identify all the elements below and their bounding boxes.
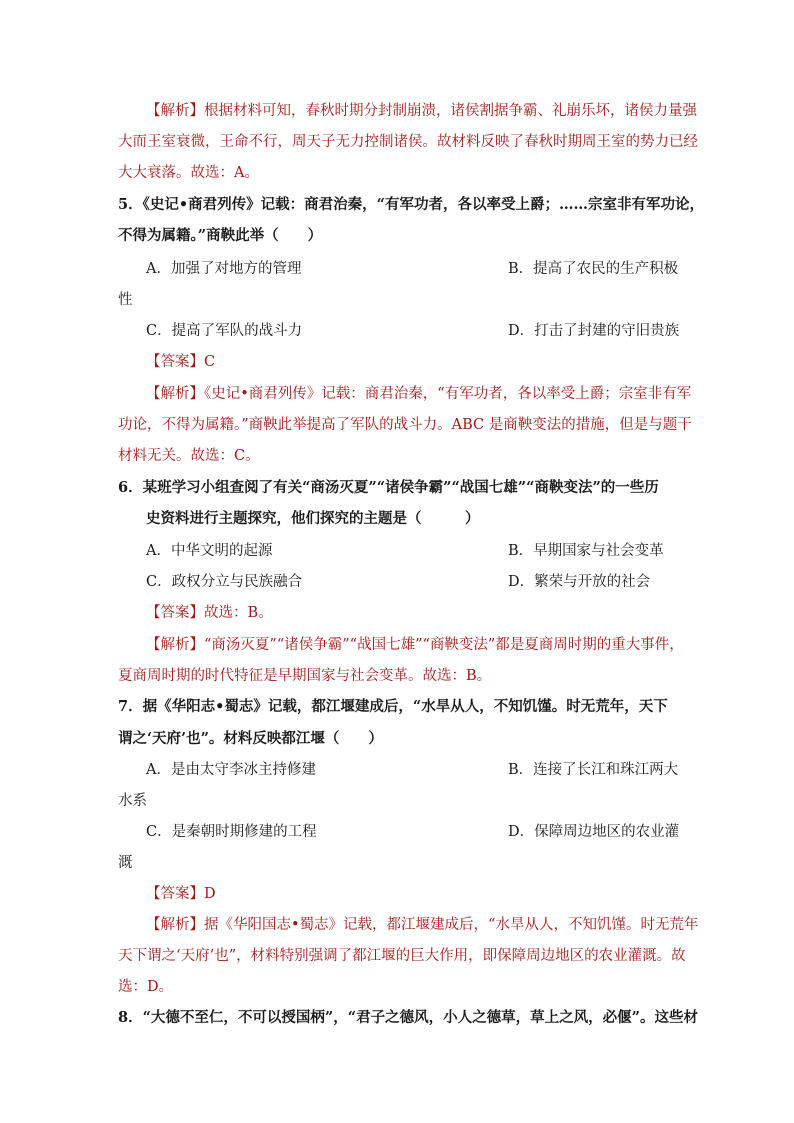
- q5-analysis-line-2: 功论，不得为属籍。”商鞅此举提高了军队的战斗力。ABC 是商鞅变法的措施，但是与题干: [118, 417, 692, 433]
- q7-option-a: A．是由太守李冰主持修建: [146, 762, 316, 778]
- q5-answer: 【答案】C: [146, 354, 216, 370]
- q5-option-b: B．提高了农民的生产积极: [508, 261, 679, 277]
- q6-option-b: B．早期国家与社会变革: [508, 543, 664, 559]
- q7-option-d-cont: 溉: [118, 855, 133, 871]
- q4-analysis-tag: 【解析】: [146, 103, 204, 119]
- q6-option-a: A．中华文明的起源: [146, 543, 273, 559]
- q6-answer: 【答案】故选：B。: [146, 605, 273, 621]
- q7-analysis-line-1: 【解析】据《华阳国志•蜀志》记载，都江堰建成后，“水旱从人，不知饥馑。时无荒年: [146, 917, 699, 933]
- q4-analysis-line-1: 【解析】根据材料可知，春秋时期分封制崩溃，诸侯割据争霸、礼崩乐坏，诸侯力量强: [146, 103, 697, 119]
- q8-stem-line-1: 8．“大德不至仁，不可以授国柄”，“君子之德风，小人之德草，草上之风，必偃”。这些材: [118, 1009, 698, 1026]
- q6-option-d: D．繁荣与开放的社会: [508, 574, 651, 590]
- q4-analysis-line-3: 大大衰落。故选：A。: [118, 165, 259, 181]
- q7-analysis-line-2: 天下谓之‘天府’也”，材料特别强调了都江堰的巨大作用，即保障周边地区的农业灌溉。故: [118, 948, 686, 964]
- q5-stem-line-1: 5．《史记•商君列传》记载：商君治秦，“有军功者，各以率受上爵；……宗室非有军功论，: [118, 196, 704, 213]
- q7-option-c: C．是秦朝时期修建的工程: [146, 824, 317, 840]
- q7-stem-line-2: 谓之‘天府’也”。材料反映都江堰（ ）: [118, 730, 383, 747]
- q7-analysis-line-3: 选：D。: [118, 979, 174, 995]
- q6-analysis-line-1: 【解析】“商汤灭夏”“诸侯争霸”“战国七雄”“商鞅变法”都是夏商周时期的重大事件，: [146, 637, 684, 653]
- q5-option-d: D．打击了封建的守旧贵族: [508, 323, 680, 339]
- q6-option-c: C．政权分立与民族融合: [146, 574, 303, 590]
- q7-option-d: D．保障周边地区的农业灌: [508, 824, 680, 840]
- q7-stem-line-1: 7．据《华阳志•蜀志》记载，都江堰建成后，“水旱从人，不知饥馑。时无荒年，天下: [118, 698, 668, 715]
- q4-analysis-line-2: 大而王室衰微，王命不行，周天子无力控制诸侯。故材料反映了春秋时期周王室的势力已经: [118, 134, 698, 150]
- q7-option-b: B．连接了长江和珠江两大: [508, 762, 679, 778]
- q7-answer: 【答案】D: [146, 886, 216, 902]
- q6-stem-line-2: 史资料进行主题探究，他们探究的主题是（ ）: [146, 510, 480, 527]
- q5-option-c: C．提高了军队的战斗力: [146, 323, 303, 339]
- q5-stem-line-2: 不得为属籍。”商鞅此举（ ）: [118, 227, 323, 244]
- q7-option-b-cont: 水系: [118, 793, 147, 809]
- q5-analysis-line-3: 材料无关。故选：C。: [118, 448, 260, 464]
- q5-option-b-cont: 性: [118, 292, 133, 308]
- q5-option-a: A．加强了对地方的管理: [146, 261, 302, 277]
- q5-analysis-line-1: 【解析】《史记•商君列传》记载：商君治秦，“有军功者，各以率受上爵；宗室非有军: [146, 386, 692, 402]
- q6-stem-line-1: 6．某班学习小组查阅了有关“商汤灭夏”“诸侯争霸”“战国七雄”“商鞅变法”的一些历: [118, 479, 659, 496]
- q6-analysis-line-2: 夏商周时期的时代特征是早期国家与社会变革。故选：B。: [118, 668, 492, 684]
